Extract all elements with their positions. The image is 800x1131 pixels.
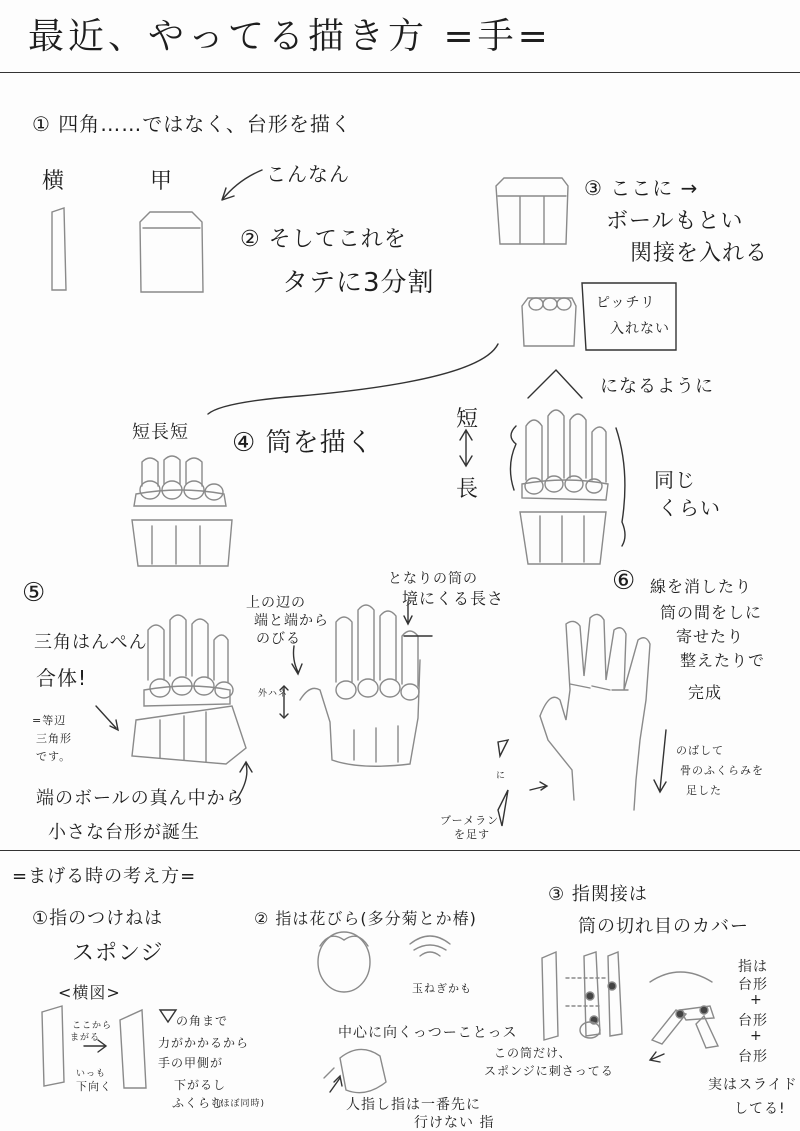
bend-p1-note6: (ほぼ同時) — [216, 1099, 266, 1109]
same-line1: 同じ — [654, 468, 696, 492]
bend-p3-heading2: 筒の切れ目のカバー — [578, 916, 749, 937]
bend-p3-plus2: + — [750, 1028, 763, 1044]
step5-note2: 三角形 — [36, 732, 72, 745]
step5-line1: 三角はんぺん — [34, 632, 148, 653]
segmented-trapezoid-sketch — [496, 178, 568, 244]
bend-p1-note1: の角まで — [176, 1014, 229, 1028]
step5-note1: =等辺 — [32, 714, 67, 727]
next-tube-line1: となりの筒の — [388, 571, 478, 587]
step6-line4: 整えたりで — [680, 651, 766, 670]
bend-p1-note5: ふくらむ — [172, 1096, 225, 1110]
step3-line3: 関接を入れる — [630, 241, 769, 266]
bend-p3-f2: 台形 — [738, 1013, 768, 1029]
top-edge-line2: 端と端から — [254, 613, 329, 629]
boomerang-arrow — [530, 782, 547, 790]
fist-arrow — [330, 1076, 342, 1092]
slide-arrow — [650, 1052, 664, 1062]
step2-line1: ② そしてこれを — [240, 227, 407, 252]
bend-p1-note3: 手の甲側が — [158, 1056, 224, 1070]
boomerang-shape — [498, 740, 508, 826]
step5-note3: です。 — [36, 750, 72, 763]
boomerang-line1: ブーメラン — [440, 814, 500, 827]
step6-line5: 完成 — [688, 683, 723, 702]
step5-number: ⑤ — [22, 578, 47, 608]
bend-p2-center: 中心に向くっつーことっス — [338, 1025, 518, 1041]
bend-p1-note2: 力がかかるから — [158, 1036, 250, 1050]
bend-p1-small2: まがる — [70, 1033, 101, 1043]
step5-line2: 合体! — [36, 666, 88, 690]
stretch-line2: 骨のふくらみを — [680, 764, 764, 777]
hanpen-hand-sketch — [132, 615, 246, 764]
short-label: 短 — [456, 407, 480, 432]
bend-p1-small1: ここから — [72, 1021, 113, 1031]
bend-p3-tube2: スポンジに刺さってる — [484, 1064, 614, 1078]
bend-p3-heading1: ③ 指関接は — [548, 884, 648, 905]
step1-heading: ① 四角……ではなく、台形を描く — [32, 112, 352, 136]
stretch-line3: 足した — [686, 784, 722, 797]
connector-line — [208, 344, 498, 414]
bend-p1-line2: スポンジ — [72, 941, 164, 966]
bend-p2-index2: 行けない 指 — [414, 1115, 495, 1131]
step6-line2: 筒の間をしに — [660, 603, 763, 622]
step6-number: ⑥ — [612, 566, 637, 596]
short-long-short-label: 短長短 — [132, 422, 189, 443]
hanpen-arrow — [96, 706, 118, 730]
step6-line1: 線を消したり — [650, 577, 753, 596]
section-divider — [0, 850, 800, 851]
step5-bottom1: 端のボールの真ん中から — [36, 788, 245, 809]
step3-line1: ③ ここに → — [584, 176, 699, 200]
finger-bracket-right — [616, 428, 625, 546]
bend-p3-tube1: この筒だけ、 — [494, 1046, 572, 1060]
ni-label: に — [496, 771, 507, 781]
outer-flick-label: 外ハネ — [258, 689, 289, 699]
naru-label: になるように — [600, 376, 714, 397]
step5-bottom2: 小さな台形が誕生 — [48, 822, 200, 843]
bend-heading: =まげる時の考え方= — [12, 866, 197, 887]
finger-joint-sketch — [542, 952, 622, 1040]
bend-p3-slide2: してる! — [734, 1101, 786, 1117]
ball-joint-trapezoid-sketch — [522, 298, 576, 346]
boomerang-line2: を足す — [454, 828, 490, 841]
trapezoid-side-sketch — [52, 208, 66, 290]
short-long-arrow — [460, 430, 472, 466]
step3-line2: ボールもとい — [606, 209, 744, 234]
tube-hand-sketch-left — [132, 456, 232, 566]
bend-p1-down1: いっも — [76, 1069, 107, 1079]
step4-heading: ④ 筒を描く — [232, 428, 374, 458]
bend-p3-f1: 台形 — [738, 977, 768, 993]
step2-line2: タテに3分割 — [282, 268, 435, 298]
bend-p1-note4: 下がるし — [174, 1078, 227, 1092]
bend-p1-line1: ①指のつけねは — [32, 908, 164, 929]
top-edge-line3: のびる — [256, 631, 301, 647]
pitchiri-line2: 入れない — [610, 321, 670, 337]
step6-line3: 寄せたり — [676, 627, 745, 646]
bend-p3-f3: 台形 — [738, 1049, 768, 1065]
tube-hand-sketch-right — [520, 410, 608, 564]
bend-p3-finger: 指は — [738, 959, 768, 975]
bend-p3-slide1: 実はスライド — [708, 1077, 798, 1093]
trapezoid-back-sketch — [140, 212, 203, 292]
stretch-line1: のばして — [676, 744, 724, 757]
bend-p3-plus1: + — [750, 992, 763, 1008]
corner-arrow — [160, 1010, 176, 1022]
naru-peak — [528, 370, 582, 398]
konnan-label: こんなん — [266, 162, 350, 186]
bent-finger-sketch — [650, 972, 718, 1048]
bend-p2-heading: ② 指は花びら(多分菊とか椿) — [254, 909, 477, 928]
side-label: 横 — [42, 169, 66, 194]
back-label: 甲 — [150, 169, 174, 194]
finished-hand-sketch — [540, 614, 650, 810]
same-line2: くらい — [658, 496, 721, 520]
pitchiri-line1: ピッチリ — [596, 295, 656, 311]
finger-bracket-left — [510, 426, 516, 490]
next-tube-line2: 境にくる長さ — [402, 589, 505, 608]
page-title: 最近、やってる描き方 =手= — [28, 16, 552, 57]
top-edge-line1: 上の辺の — [246, 595, 306, 611]
extend-arrow — [292, 646, 302, 674]
stretch-arrow — [654, 730, 666, 792]
long-label: 長 — [456, 477, 480, 502]
bend-p2-onion: 玉ねぎかも — [412, 982, 472, 995]
konnan-arrow — [222, 170, 262, 200]
bend-p1-side: <横図> — [58, 983, 121, 1002]
bend-p2-index1: 人指し指は一番先に — [346, 1097, 481, 1113]
bend-p1-down2: 下向く — [76, 1080, 112, 1093]
